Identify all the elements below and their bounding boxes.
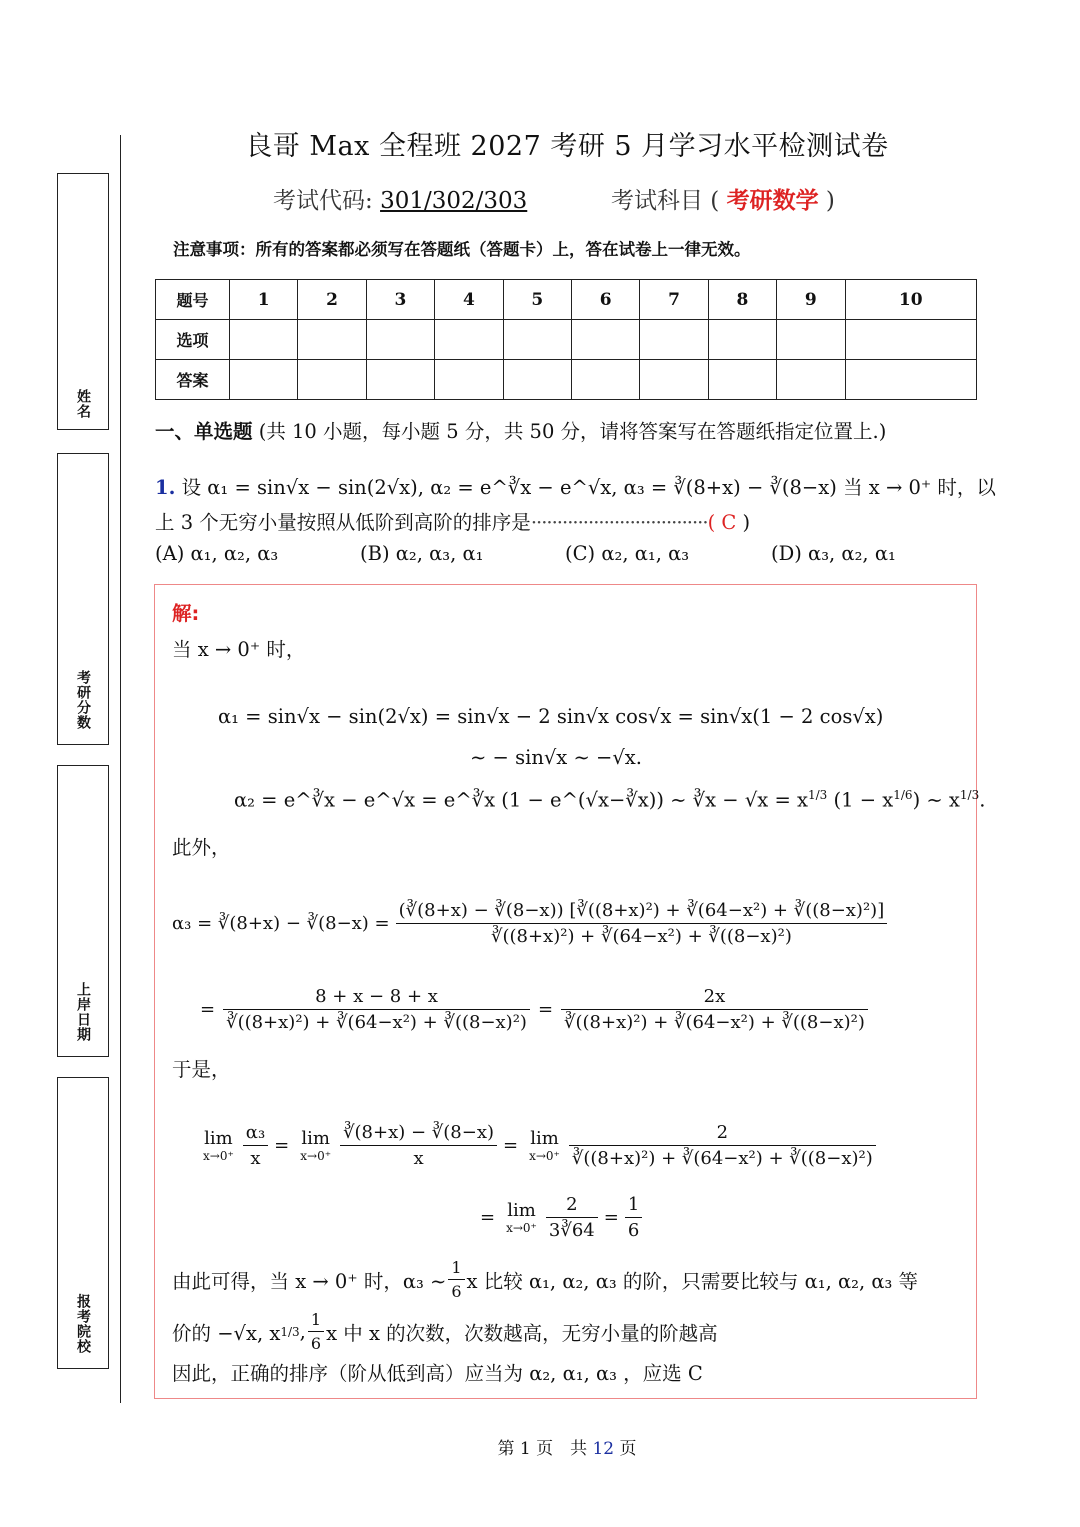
exp-third-3: 1/3 (280, 1324, 300, 1339)
eq-alpha3-simplified (200, 986, 868, 1033)
row-header-number: 题号 (156, 280, 230, 320)
table-row (156, 280, 977, 320)
conclusion-line1 (172, 1258, 918, 1301)
option-c[interactable]: (C) α₂, α₁, α₃ (565, 542, 690, 565)
lim-frac3-num: 2 (569, 1122, 876, 1146)
conclusion1a: 由此可得，当 x → 0⁺ 时，α₃ ∼ (172, 1269, 447, 1293)
table-cell: 9 (777, 280, 845, 320)
lim-sub: x→0⁺ (529, 1149, 560, 1163)
table-cell: 7 (640, 280, 708, 320)
option-cell[interactable] (366, 320, 434, 360)
table-row (156, 360, 977, 400)
option-cell[interactable] (845, 320, 976, 360)
answer-cell[interactable] (640, 360, 708, 400)
question-stem-line1 (155, 472, 996, 500)
footer-suffix: 页 (614, 1439, 637, 1459)
page-footer (0, 1434, 1080, 1459)
name-label: 姓名 (75, 389, 91, 419)
answer-cell[interactable] (845, 360, 976, 400)
table-cell: 8 (708, 280, 776, 320)
table-cell: 4 (435, 280, 503, 320)
binding-line (120, 135, 121, 1403)
eq-alpha2: α₂ = e^∛x − e^√x = e^∛x (1 − e^(√x−∛x)) ∼ ∛x − $√x = x^{1/3}$ $(1 - x^{1/6})$ ∼ $x^{1/3}$. (234, 788, 986, 812)
frac-one-sixth (448, 1258, 464, 1301)
footer-prefix: 第 1 页 共 (497, 1439, 593, 1459)
lim-frac1-num: α₃ (243, 1122, 268, 1146)
lim-frac5-num: 1 (625, 1194, 642, 1218)
lim-frac4-num: 2 (546, 1194, 598, 1218)
answer-cell[interactable] (435, 360, 503, 400)
question-dots: ·································· (530, 511, 708, 534)
answer-close: ) (742, 511, 751, 534)
eq-alpha1-line1: α₁ = sin√x − sin(2√x) = sin√x − 2 sin√x cos√x = sin√x(1 − 2 cos√x) (218, 705, 884, 728)
option-cell[interactable] (571, 320, 639, 360)
option-cell[interactable] (435, 320, 503, 360)
table-cell: 3 (366, 280, 434, 320)
lim-op (297, 1128, 334, 1163)
eq-sign: = (603, 1207, 619, 1228)
lim-op (526, 1128, 563, 1163)
eq-alpha3-num: (∛(8+x) − ∛(8−x)) [∛((8+x)²) + ∛(64−x²) + ∛((8−x)²)] (396, 900, 888, 924)
lim-frac1 (243, 1122, 268, 1169)
answer-cell[interactable] (366, 360, 434, 400)
conclusion2a: 价的 −√x, x (172, 1321, 281, 1345)
frac-num: 1 (308, 1310, 324, 1332)
table-cell: 10 (845, 280, 976, 320)
section-note: (共 10 小题，每小题 5 分，共 50 分，请将答案写在答题纸指定位置上.) (258, 420, 887, 443)
lim-frac3 (569, 1122, 876, 1169)
eq-alpha3-num2: 8 + x − 8 + x (223, 986, 530, 1010)
exam-code (273, 182, 527, 215)
lim-word: lim (530, 1128, 559, 1149)
option-cell[interactable] (640, 320, 708, 360)
exam-subject-label: 考试科目 ( (611, 188, 720, 214)
conclusion2c: x 中 x 的次数，次数越高，无穷小量的阶越高 (326, 1321, 718, 1345)
option-cell[interactable] (708, 320, 776, 360)
eq-sign: = (480, 1207, 496, 1228)
score-label: 考研分数 (75, 670, 91, 730)
eq-alpha3 (172, 900, 887, 947)
frac-one-sixth-2 (308, 1310, 324, 1353)
solution-besides: 此外， (172, 836, 231, 859)
answer-table (155, 279, 977, 400)
exp-sixth: 1/6 (893, 788, 913, 802)
eq-alpha1-line2: ∼ − sin√x ∼ −√x. (470, 746, 642, 769)
solution-therefore: 于是， (172, 1058, 231, 1081)
question-number: 1. (155, 476, 176, 499)
option-d[interactable]: (D) α₃, α₂, α₁ (771, 542, 896, 565)
date-label: 上岸日期 (75, 982, 91, 1042)
lim-frac2 (340, 1122, 497, 1169)
lim-frac3-den: ∛((8+x)²) + ∛(64−x²) + ∛((8−x)²) (571, 1148, 873, 1169)
eq-alpha3-num3: 2x (561, 986, 868, 1010)
conclusion-line3: 因此，正确的排序（阶从低到高）应当为 α₂, α₁, α₃ ，应选 C (172, 1362, 703, 1385)
lim-frac4 (546, 1194, 598, 1241)
eq-alpha3-frac (396, 900, 888, 947)
answer-open: ( (707, 511, 716, 534)
frac-den: 6 (310, 1334, 322, 1353)
question-stem-text: 设 α₁ = sin√x − sin(2√x), α₂ = e^∛x − e^√x, α₃ = ∛(8+x) − ∛(8−x) 当 x → 0⁺ 时，以 (181, 476, 996, 499)
lim-frac4-den: 3∛64 (548, 1220, 595, 1241)
option-cell[interactable] (230, 320, 298, 360)
lim-frac5 (625, 1194, 642, 1241)
exam-code-label: 考试代码: (273, 188, 381, 214)
eq-sign: = (200, 999, 216, 1020)
lim-frac5-den: 6 (627, 1220, 640, 1241)
lim-sub: x→0⁺ (506, 1221, 537, 1235)
exam-subject-value: 考研数学 (726, 187, 819, 214)
answer-cell[interactable] (298, 360, 366, 400)
solution-heading: 解: (172, 602, 200, 625)
option-a[interactable]: (A) α₁, α₂, α₃ (155, 542, 279, 565)
lim-word: lim (301, 1128, 330, 1149)
question-answer: C (721, 511, 737, 534)
question-stem-text2: 上 3 个无穷小量按照从低阶到高阶的排序是 (155, 511, 531, 534)
exam-code-value: 301/302/303 (380, 188, 528, 214)
eq-sign: = (537, 999, 554, 1020)
eq-alpha3-lhs: α₃ = ∛(8+x) − ∛(8−x) = (172, 913, 390, 934)
conclusion1b: x 比较 α₁, α₂, α₃ 的阶，只需要比较与 α₁, α₂, α₃ 等 (466, 1269, 919, 1293)
footer-total: 12 (592, 1439, 615, 1459)
section-title: 一、单选题 (155, 420, 253, 443)
exp-third: 1/3 (807, 788, 828, 802)
exam-title: 良哥 Max 全程班 2027 考研 5 月学习水平检测试卷 (245, 131, 889, 162)
eq-alpha2-rhs: (1 − x (833, 788, 894, 812)
eq-alpha3-den: ∛((8+x)²) + ∛(64−x²) + ∛((8−x)²) (491, 926, 792, 947)
lim-frac1-den: x (250, 1148, 261, 1169)
table-cell: 6 (571, 280, 639, 320)
option-cell[interactable] (503, 320, 571, 360)
eq-limit-result (480, 1194, 642, 1241)
eq-limit (200, 1122, 876, 1169)
exam-subject (611, 182, 835, 215)
frac-den: 6 (451, 1282, 462, 1301)
eq-alpha3-frac3 (561, 986, 868, 1033)
option-cell[interactable] (298, 320, 366, 360)
conclusion2b: , (299, 1320, 306, 1343)
option-cell[interactable] (777, 320, 845, 360)
conclusion-line2 (172, 1310, 718, 1353)
eq-alpha3-den3: ∛((8+x)²) + ∛(64−x²) + ∛((8−x)²) (564, 1012, 865, 1033)
answer-cell[interactable] (777, 360, 845, 400)
lim-sub: x→0⁺ (300, 1149, 332, 1163)
frac-num: 1 (448, 1258, 464, 1280)
eq-sign: = (274, 1135, 290, 1156)
eq-alpha2-lhs: α₂ = e^∛x − e^√x = e^∛x (1 − e^(√x−∛x)) ∼ ∛x − √x = x (234, 788, 808, 812)
row-header-option: 选项 (156, 320, 230, 360)
question-stem-line2 (155, 507, 750, 535)
eq-alpha3-den2: ∛((8+x)²) + ∛(64−x²) + ∛((8−x)²) (226, 1012, 527, 1033)
solution-when: 当 x → 0⁺ 时， (172, 638, 306, 661)
eq-sign: = (503, 1135, 519, 1156)
exam-subject-close: ) (825, 188, 835, 214)
eq-alpha2-end: ) ∼ x (912, 788, 960, 812)
table-cell: 2 (298, 280, 366, 320)
answer-cell[interactable] (708, 360, 776, 400)
option-b[interactable]: (B) α₂, α₃, α₁ (360, 542, 484, 565)
row-header-answer: 答案 (156, 360, 230, 400)
section-heading (155, 416, 886, 444)
lim-frac2-den: x (413, 1148, 424, 1169)
answer-cell[interactable] (230, 360, 298, 400)
table-cell: 1 (230, 280, 298, 320)
lim-word: lim (204, 1128, 233, 1149)
lim-op (503, 1200, 540, 1235)
answer-cell[interactable] (571, 360, 639, 400)
exp-third-2: 1/3 (959, 788, 980, 802)
answer-cell[interactable] (503, 360, 571, 400)
lim-sub: x→0⁺ (203, 1149, 234, 1163)
table-cell: 5 (503, 280, 571, 320)
school-label: 报考院校 (75, 1294, 91, 1354)
table-row (156, 320, 977, 360)
notice-text: 注意事项：所有的答案都必须写在答题纸（答题卡）上，答在试卷上一律无效。 (173, 240, 751, 259)
lim-frac2-num: ∛(8+x) − ∛(8−x) (340, 1122, 497, 1146)
lim-op (200, 1128, 237, 1163)
eq-alpha3-frac2 (223, 986, 530, 1033)
lim-word: lim (507, 1200, 536, 1221)
